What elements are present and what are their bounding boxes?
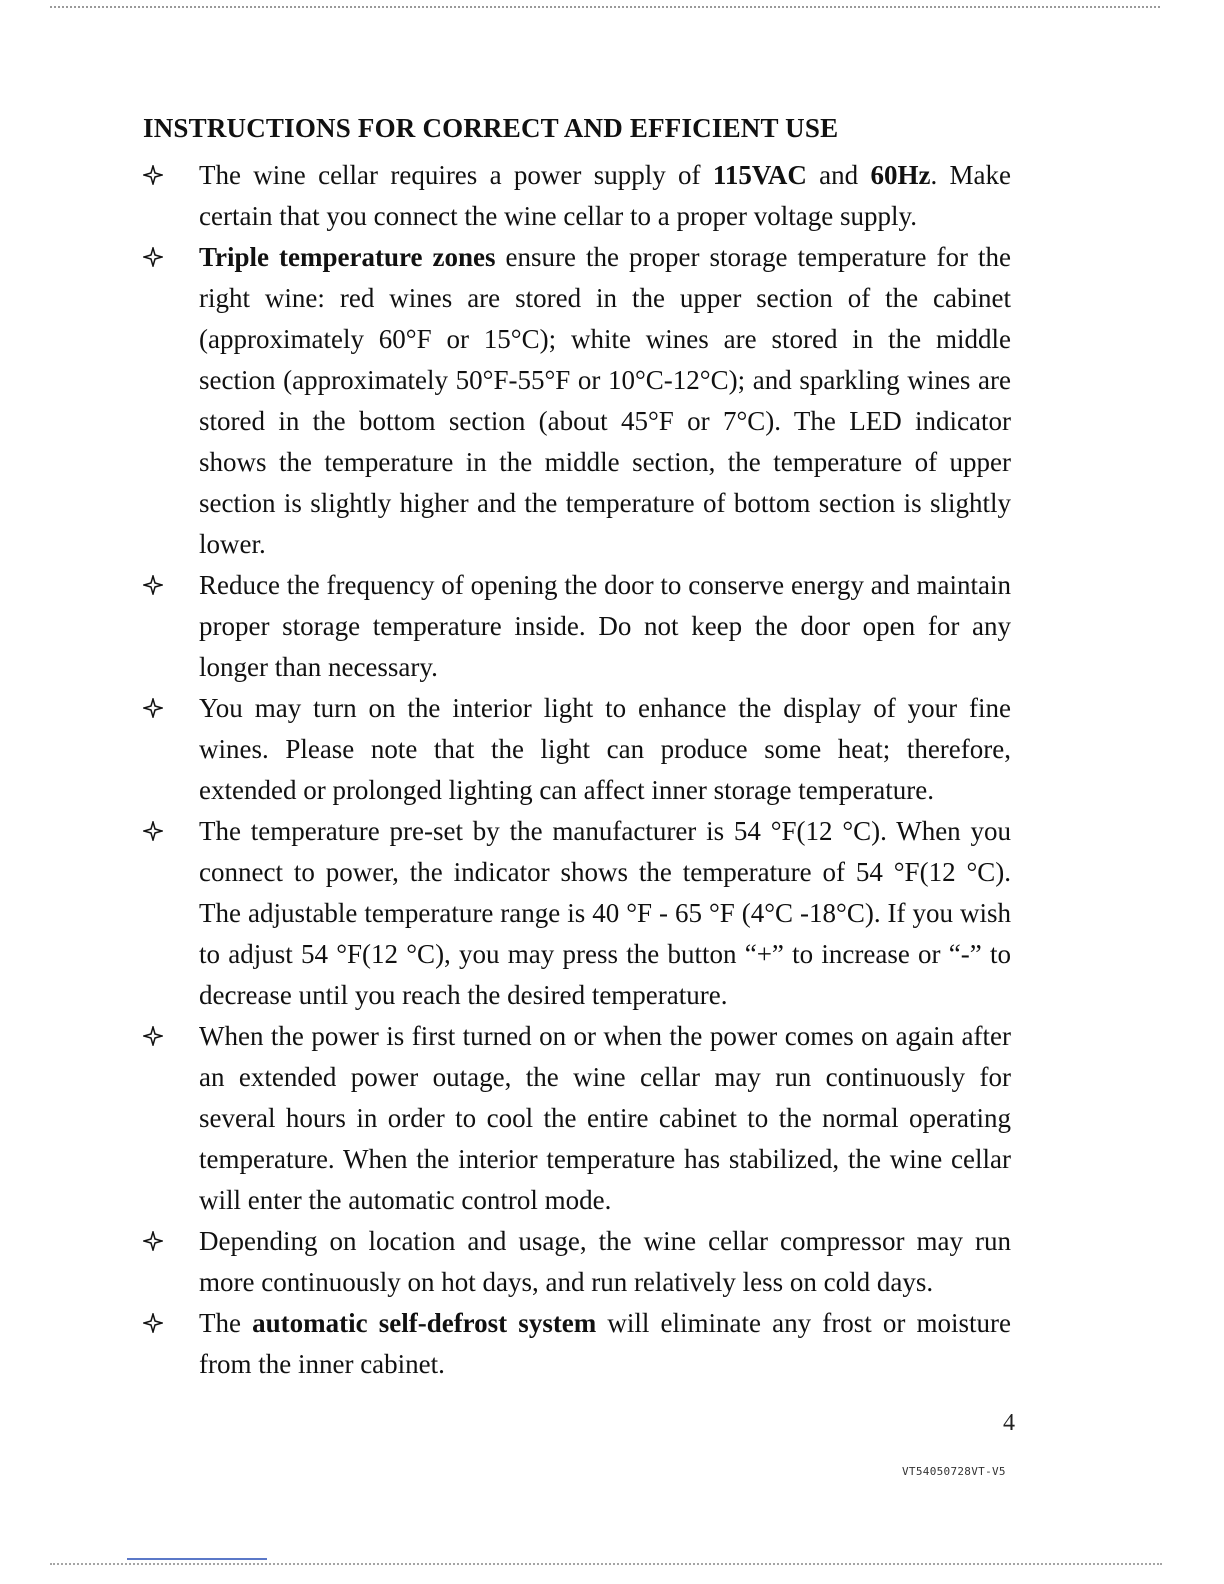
four-point-star-outline-icon [143,1231,163,1251]
instruction-item [143,565,1011,688]
instruction-text [199,693,1011,805]
instruction-text [199,160,1011,231]
text-run: The [199,1308,253,1338]
instruction-item [143,237,1011,565]
instruction-text [199,1308,1011,1379]
text-run: ensure the proper storage temperature for the right wine: red wines are stored in the upper section of the cabinet (approximately 60°F or 15°C); white wines are stored in the middle section (approximately 50°F-55°F or 10°C-12°C); and sparkling wines are stored in the bottom section (about 45°F or 7°C). The LED indicator shows the temperature in the middle section, the temperature of upper section is slightly higher and the temperature of bottom section is slightly lower. [199,242,1012,559]
four-point-star-outline-icon [143,698,163,718]
top-dotted-rule [50,6,1160,8]
instruction-list [143,155,1011,1385]
text-run: When the power is first turned on or when the power comes on again after an extended power outage, the wine cellar may run continuously for several hours in order to cool the entire cabinet to the normal operating temperature. When the interior temperature has stabilized, the wine cellar will enter the automatic control mode. [199,1021,1011,1215]
text-run: Depending on location and usage, the wine cellar compressor may run more continuously on hot days, and run relatively less on cold days. [199,1226,1011,1297]
four-point-star-outline-icon [143,575,163,595]
bold-text-run: 60Hz [870,160,931,190]
bold-text-run: Triple temperature zones [199,242,496,272]
text-run: Reduce the frequency of opening the door to conserve energy and maintain proper storage temperature inside. Do not keep the door open for any longer than necessary. [199,570,1011,682]
document-code: VT54050728VT-V5 [902,1465,1006,1478]
bold-text-run: 115VAC [712,160,807,190]
text-run: The temperature pre-set by the manufacturer is 54 °F(12 °C). When you connect to power, the indicator shows the temperature of 54 °F(12 °C). The adjustable temperature range is 40 °F - 65 °F (4°C -18°C). If you wish to adjust 54 °F(12 °C), you may press the button “+” to increase or “-” to decrease until you reach the desired temperature. [199,816,1011,1010]
four-point-star-outline-icon [143,821,163,841]
bottom-blue-rule [127,1558,267,1560]
instruction-text [199,1226,1011,1297]
instruction-text [199,242,1011,559]
text-run: You may turn on the interior light to enhance the display of your fine wines. Please note that the light can produce some heat; therefore, extended or prolonged lighting can affect inner storage temperature. [199,693,1011,805]
text-run: and [806,160,871,190]
four-point-star-outline-icon [143,1026,163,1046]
text-run: will eliminate any frost or moisture from the inner cabinet. [199,1308,1011,1379]
text-run: . Make certain that you connect the wine cellar to a proper voltage supply. [199,160,1011,231]
instruction-item [143,811,1011,1016]
four-point-star-outline-icon [143,165,163,185]
bottom-dotted-rule [50,1563,1162,1565]
bold-text-run: automatic self-defrost system [252,1308,597,1338]
text-run: The wine cellar requires a power supply of [199,160,713,190]
instruction-item [143,1303,1011,1385]
instruction-item [143,1016,1011,1221]
four-point-star-outline-icon [143,247,163,267]
instruction-item [143,688,1011,811]
instruction-text [199,570,1011,682]
instruction-text [199,1021,1011,1215]
section-heading: INSTRUCTIONS FOR CORRECT AND EFFICIENT USE [143,113,839,143]
four-point-star-outline-icon [143,1313,163,1333]
instruction-item [143,155,1011,237]
instruction-text [199,816,1011,1010]
page-number: 4 [1003,1410,1015,1436]
instruction-item [143,1221,1011,1303]
